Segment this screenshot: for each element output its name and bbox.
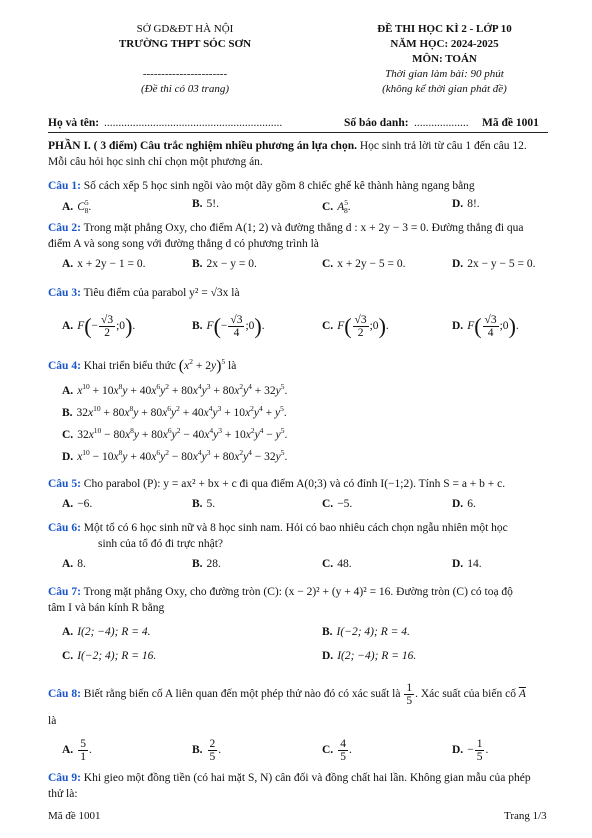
exam-code: Mã đề 1001 [482,117,539,129]
question-3 [48,285,548,301]
question-label: Câu 4: [48,360,81,372]
sbd-field[interactable]: ................... [414,117,469,129]
question-text-cont: thử là: [48,788,78,800]
q5-option-d[interactable]: D. 6. [452,498,476,510]
question-label: Câu 1: [48,180,81,192]
question-4: Câu 4: Khai triển biểu thức $(x^2 + 2y)^5$ là [48,357,237,375]
question-text-cont: điểm A và song song với đường thẳng d có phương trình là [48,238,319,250]
q5-option-a[interactable]: A. −6. [62,498,93,510]
question-text: Một tổ có 6 học sinh nữ và 8 học sinh nam. Hỏi có bao nhiêu cách chọn ngẫu nhiên một học [83,522,508,534]
question-text: Số cách xếp 5 học sinh ngồi vào một dãy gồm 8 chiếc ghế kê thành hàng ngang bằng [83,180,475,192]
question-label: Câu 6: [48,522,81,534]
question-label: Câu 5: [48,478,81,490]
question-7 [48,584,548,616]
q8-option-d[interactable]: D. − $\frac{1}{5}$ . [452,738,489,763]
question-text-tail: là [48,715,57,727]
question-text: Biết rằng biến cố A liên quan đến một phép thử nào đó có xác suất là [83,688,401,701]
name-field[interactable]: .............................................................. [104,117,283,129]
q2-option-b[interactable]: B. 2x − y = 0. [192,258,257,270]
q5-option-b[interactable]: B. 5. [192,498,216,510]
question-label: Câu 9: [48,772,81,784]
footer-page-number: Trang 1/3 [504,810,547,822]
question-9 [48,770,548,802]
question-text-cont: tâm I và bán kính R bằng [48,602,165,614]
question-label: Câu 7: [48,586,81,598]
question-text: Trong mặt phẳng Oxy, cho điểm A(1; 2) và đường thẳng d : x + 2y − 3 = 0. Đường thẳng đi qua [83,222,524,234]
time-note: (không kể thời gian phát đề) [382,83,507,95]
question-text-post: . Xác suất của biến cố [415,688,516,701]
q1-option-b[interactable]: B. 5!. [192,198,220,210]
q8-option-a[interactable]: A. $\frac{5}{1}$ . [62,738,92,763]
sbd-label: Số báo danh: [344,117,409,129]
question-label: Câu 8: [48,688,81,701]
q7-option-c[interactable]: C. I(−2; 4); R = 16. [62,650,157,662]
q3-option-b[interactable]: B. F(− $\frac{√3}{4}$ ;0). [192,313,265,339]
question-text-post: là [228,360,237,372]
part1-desc: Học sinh trả lời từ câu 1 đến câu 12. [359,140,527,152]
part1-heading [48,138,548,170]
question-text: Trong mặt phẳng Oxy, cho đường tròn (C): (x − 2)² + (y + 4)² = 16. Đường tròn (C) có toạ độ [83,586,513,598]
q8-option-b[interactable]: B. $\frac{2}{5}$ . [192,738,222,763]
q6-option-b[interactable]: B. 28. [192,558,221,570]
question-2 [48,220,548,252]
q1-option-a[interactable]: A. $C^5_8$. [62,198,92,215]
q4-option-d[interactable]: D. $x^{10} - 10x^8y + 40x^6y^2 - 80x^4y^3 + 80x^2y^4 - 32y^5$. [62,448,288,463]
header-right [342,22,547,97]
question-text: Cho parabol (P): y = ax² + bx + c đi qua điểm A(0;3) và có đỉnh I(−1;2). Tính S = a + b + c. [83,478,506,490]
time-limit: Thời gian làm bài: 90 phút [385,68,504,80]
q4-option-b[interactable]: B. $32x^{10} + 80x^8y + 80x^6y^2 + 40x^4y^3 + 10x^2y^4 + y^5$. [62,404,287,419]
question-label: Câu 3: [48,287,81,299]
question-1 [48,178,548,194]
question-6 [48,520,548,552]
q6-option-a[interactable]: A. 8. [62,558,86,570]
school-year: NĂM HỌC: 2024-2025 [390,38,499,50]
question-5 [48,476,548,492]
q4-option-c[interactable]: C. $32x^{10} - 80x^8y + 80x^6y^2 - 40x^4y^3 + 10x^2y^4 - y^5$. [62,426,288,441]
part1-desc2: Mỗi câu hỏi học sinh chỉ chọn một phương án. [48,156,263,168]
q3-option-c[interactable]: C. F( $\frac{√3}{2}$ ;0). [322,313,389,339]
q7-option-a[interactable]: A. I(2; −4); R = 4. [62,626,151,638]
q6-option-c[interactable]: C. 48. [322,558,352,570]
part1-title: PHẦN I. ( 3 điểm) Câu trắc nghiệm nhiều phương án lựa chọn. [48,140,357,152]
q5-option-c[interactable]: C. −5. [322,498,353,510]
q8-option-c[interactable]: C. $\frac{4}{5}$ . [322,738,352,763]
q2-option-a[interactable]: A. x + 2y − 1 = 0. [62,258,146,270]
q4-option-a[interactable]: A. $x^{10} + 10x^8y + 40x^6y^2 + 80x^4y^3 + 80x^2y^4 + 32y^5$. [62,382,288,397]
header-left [95,22,275,97]
q2-option-c[interactable]: C. x + 2y − 5 = 0. [322,258,406,270]
q1-option-c[interactable]: C. $A^5_8$. [322,198,351,215]
q7-option-b[interactable]: B. I(−2; 4); R = 4. [322,626,410,638]
q1-option-d[interactable]: D. 8!. [452,198,480,210]
question-text: Tiêu điểm của parabol y² = √3x là [83,287,240,299]
question-text: Khai triển biểu thức [83,360,176,372]
question-label: Câu 2: [48,222,81,234]
question-8: Câu 8: Biết rằng biến cố A liên quan đến một phép thử nào đó có xác suất là $\frac{1}{5}$ . Xác suất của biến cố $\overline{A}$ là [48,682,526,727]
q6-option-d[interactable]: D. 14. [452,558,482,570]
question-text-cont: sinh của tổ đó đi trực nhật? [98,538,224,550]
question-text: Khi gieo một đồng tiền (có hai mặt S, N) cân đối và đồng chất hai lần. Không gian mẫu của phép [83,772,531,784]
q7-option-d[interactable]: D. I(2; −4); R = 16. [322,650,417,662]
name-label: Họ và tên: [48,117,100,129]
q2-option-d[interactable]: D. 2x − y − 5 = 0. [452,258,536,270]
subject: MÔN: TOÁN [412,53,477,65]
q3-option-a[interactable]: A. F(− $\frac{√3}{2}$ ;0). [62,313,136,339]
pages-note: (Đề thi có 03 trang) [141,83,229,95]
q3-option-d[interactable]: D. F( $\frac{√3}{4}$ ;0). [452,313,519,339]
header-divider: ----------------------- [142,68,228,80]
header-rule [48,132,548,133]
exam-title: ĐỀ THI HỌC KÌ 2 - LỚP 10 [377,23,512,35]
school-name: TRƯỜNG THPT SÓC SƠN [118,38,252,50]
department-name: SỞ GD&ĐT HÀ NỘI [136,23,234,35]
footer-exam-code: Mã đề 1001 [48,810,101,822]
